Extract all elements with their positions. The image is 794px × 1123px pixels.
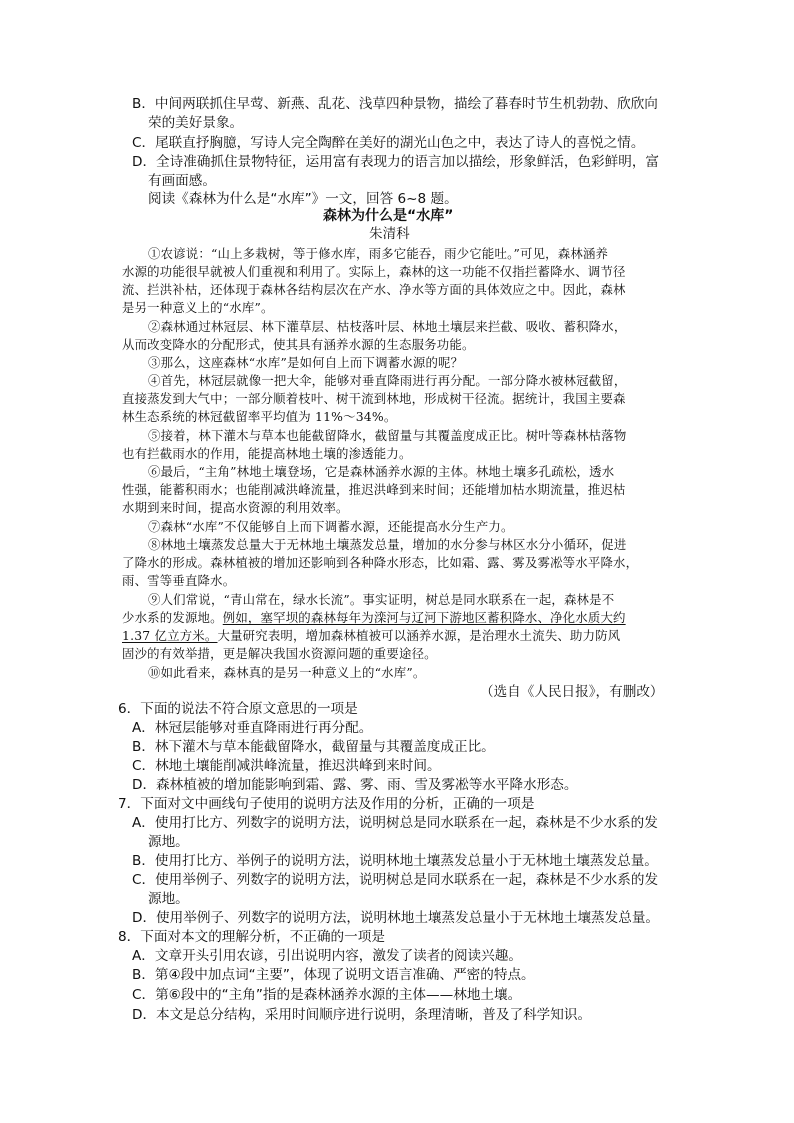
- question-8-stem: 8．下面对本文的理解分析，不正确的一项是: [118, 929, 385, 945]
- article-title: 森林为什么是“水库”: [323, 208, 454, 224]
- paragraph-7: ⑦森林“水库”不仅能够自上而下调蓄水源，还能提高水分生产力。: [148, 519, 514, 534]
- prev-option-d-line1: D．全诗准确抓住景物特征，运用富有表现力的语言加以描绘，形象鲜活，色彩鲜明，富: [132, 154, 660, 170]
- paragraph-6-line1: ⑥最后，“主角”林地土壤登场，它是森林涵养水源的主体。林地土壤多孔疏松，透水: [148, 464, 615, 479]
- question-7-option-a-line2: 源地。: [148, 834, 189, 850]
- paragraph-5-line2: 也有拦截雨水的作用，能提高林地土壤的渗透能力。: [122, 446, 412, 461]
- paragraph-1-line2: 水源的功能很早就被人们重视和利用了。实际上，森林的这一功能不仅指拦蓄降水、调节径: [122, 264, 626, 279]
- article-source: （选自《人民日报》，有删改）: [480, 684, 664, 700]
- paragraph-9-line1: ⑨人们常说，“青山常在，绿水长流”。事实证明，树总是同水联系在一起，森林是不: [148, 592, 615, 607]
- question-8-option-b: B．第④段中加点词“主要”，体现了说明文语言准确、严密的特点。: [132, 967, 535, 983]
- paragraph-8-line2: 了降水的形成。森林植被的增加还影响到各种降水形态，比如霜、露、雾及雾凇等水平降水，: [122, 555, 639, 570]
- paragraph-10: ⑩如此看来，森林真的是另一种意义上的“水库”。: [148, 665, 426, 680]
- article-author: 朱清科: [369, 226, 410, 242]
- underlined-sentence-part1: 例如，塞罕坝的森林每年为滦河与辽河下游地区蓄积降水、净化水质大约: [222, 610, 626, 625]
- question-8-option-a: A．文章开头引用农谚，引出说明内容，激发了读者的阅读兴趣。: [132, 948, 522, 964]
- paragraph-9-text-cont: 大量研究表明，增加森林植被可以涵养水源，是治理水土流失、助力防风: [217, 628, 621, 643]
- paragraph-8-line3: 雨、雪等垂直降水。: [122, 573, 236, 588]
- paragraph-2-line2: 从而改变降水的分配形式，使其具有涵养水源的生态服务功能。: [122, 337, 475, 352]
- paragraph-6-line2: 性强，能蓄积雨水；也能削减洪峰流量，推迟洪峰到来时间；还能增加枯水期流量，推迟枯: [122, 482, 626, 497]
- paragraph-4-line3: 林生态系统的林冠截留率平均值为 11%～34%。: [122, 409, 397, 424]
- question-8-option-c: C．第⑥段中的“主角”指的是森林涵养水源的主体——林地土壤。: [132, 987, 522, 1003]
- question-7-option-d: D．使用举例子、列数字的说明方法，说明林地土壤蒸发总量小于无林地土壤蒸发总量。: [132, 910, 660, 926]
- paragraph-5-line1: ⑤接着，林下灌木与草本也能截留降水，截留量与其覆盖度成正比。树叶等森林枯落物: [148, 428, 627, 443]
- underlined-sentence-part2: 1.37 亿立方米。: [122, 628, 218, 643]
- paragraph-1-line4: 是另一种意义上的“水库”。: [122, 300, 274, 315]
- question-6-option-d: D．森林植被的增加能影响到霜、露、雾、雨、雪及雾凇等水平降水形态。: [132, 777, 578, 793]
- question-6-option-a: A．林冠层能够对垂直降雨进行再分配。: [132, 720, 373, 736]
- paragraph-3: ③那么，这座森林“水库”是如何自上而下调蓄水源的呢？: [148, 355, 464, 370]
- paragraph-1-line1: ①农谚说：“山上多栽树，等于修水库，雨多它能吞，雨少它能吐。”可见，森林涵养: [148, 246, 609, 261]
- question-8-option-d: D．本文是总分结构，采用时间顺序进行说明，条理清晰，普及了科学知识。: [132, 1007, 592, 1023]
- question-7-option-b: B．使用打比方、举例子的说明方法，说明林地土壤蒸发总量小于无林地土壤蒸发总量。: [132, 853, 658, 869]
- paragraph-9-line2: [122, 609, 626, 627]
- prev-option-b-line2: 荣的美好景象。: [148, 115, 244, 131]
- paragraph-1-line3: 流、拦洪补枯，还体现于森林各结构层次在产水、净水等方面的具体效应之中。因此，森林: [122, 282, 626, 297]
- paragraph-9-line3: [122, 627, 620, 645]
- paragraph-9-text: 少水系的发源地。: [122, 610, 223, 625]
- paragraph-6-line3: 水期到来时间，提高水资源的利用效率。: [122, 500, 349, 515]
- question-7-option-c-line2: 源地。: [148, 891, 189, 907]
- prev-option-b-line1: B．中间两联抓住早莺、新燕、乱花、浅草四种景物，描绘了暮春时节生机勃勃、欣欣向: [132, 96, 658, 112]
- paragraph-4-line1: ④首先，林冠层就像一把大伞，能够对垂直降雨进行再分配。一部分降水被林冠截留，: [148, 373, 627, 388]
- paragraph-2-line1: ②森林通过林冠层、林下灌草层、枯枝落叶层、林地土壤层来拦截、吸收、蓄积降水，: [148, 319, 627, 334]
- prev-option-c: C．尾联直抒胸臆，写诗人完全陶醉在美好的湖光山色之中，表达了诗人的喜悦之情。: [132, 135, 645, 151]
- question-7-option-a-line1: A．使用打比方、列数字的说明方法，说明树总是同水联系在一起，森林是不少水系的发: [132, 815, 658, 831]
- question-6-option-b: B．林下灌木与草本能截留降水，截留量与其覆盖度成正比。: [132, 739, 495, 755]
- question-6-stem: 6．下面的说法不符合原文意思的一项是: [118, 701, 358, 717]
- reading-intro: 阅读《森林为什么是“水库”》一文，回答 6~8 题。: [148, 191, 458, 207]
- paragraph-4-line2: 直接蒸发到大气中；一部分顺着枝叶、树干流到林地，形成树干径流。据统计，我国主要森: [122, 391, 626, 406]
- prev-option-d-line2: 有画面感。: [148, 173, 216, 189]
- paragraph-9-line4: 固沙的有效举措，更是解决我国水资源问题的重要途径。: [122, 646, 437, 661]
- question-6-option-c: C．林地土壤能削减洪峰流量，推迟洪峰到来时间。: [132, 758, 441, 774]
- question-7-stem: 7．下面对文中画线句子使用的说明方法及作用的分析，正确的一项是: [118, 796, 535, 812]
- paragraph-8-line1: ⑧林地土壤蒸发总量大于无林地土壤蒸发总量，增加的水分参与林区水分小循环，促进: [148, 537, 627, 552]
- question-7-option-c-line1: C．使用举例子、列数字的说明方法，说明树总是同水联系在一起，森林是不少水系的发: [132, 872, 659, 888]
